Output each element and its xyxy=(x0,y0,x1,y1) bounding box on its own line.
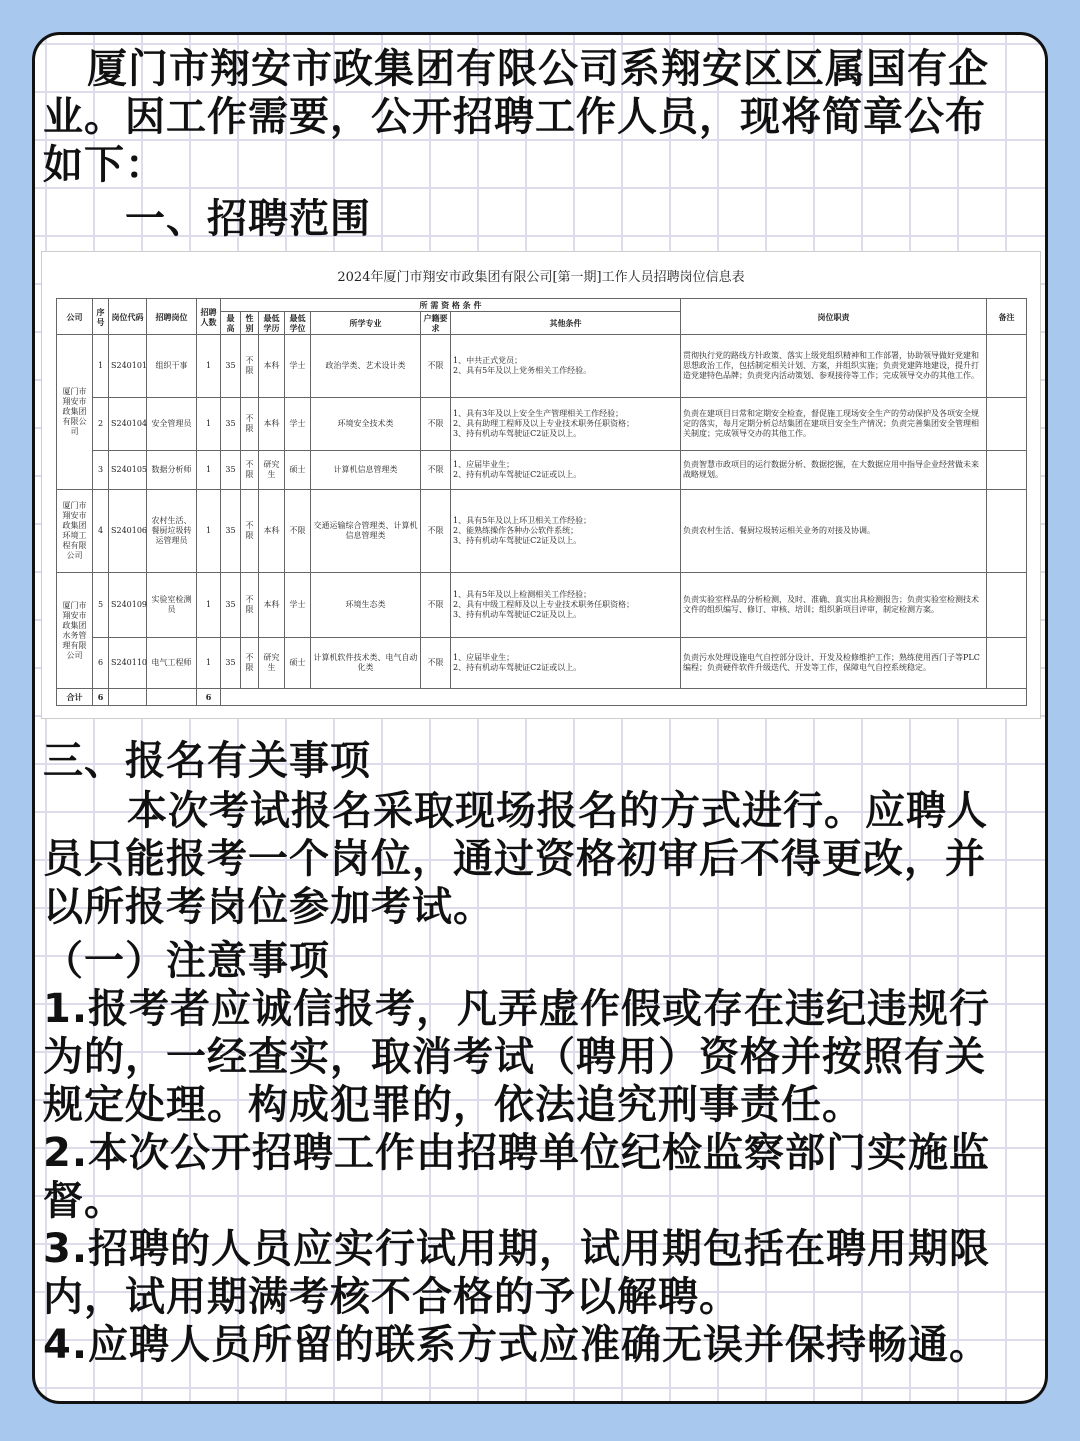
edu-cell: 本科 xyxy=(259,573,285,638)
remark-cell xyxy=(987,490,1027,573)
remark-cell xyxy=(987,573,1027,638)
edu-cell: 本科 xyxy=(259,398,285,451)
post-cell: 安全管理员 xyxy=(147,398,197,451)
note-1-line-3: 规定处理。构成犯罪的，依法追究刑事责任。 xyxy=(43,1082,863,1128)
para-line-2: 员只能报考一个岗位，通过资格初审后不得更改，并 xyxy=(43,836,986,882)
hukou-cell: 不限 xyxy=(421,398,451,451)
count-cell: 1 xyxy=(197,451,221,490)
table-header-row xyxy=(57,299,1027,312)
major-cell: 计算机软件技术类、电气自动化类 xyxy=(311,638,421,689)
th-remark: 备注 xyxy=(987,299,1027,335)
intro-line-1: 厦门市翔安市政集团有限公司系翔安区区属国有企 xyxy=(87,46,989,92)
th-requirements: 所 需 资 格 条 件 xyxy=(221,299,681,312)
duty-cell: 负责智慧市政项目的运行数据分析、数据挖掘，在大数据应用中指导企业经营做未来战略规划。 xyxy=(681,451,987,490)
post-cell: 实验室检测员 xyxy=(147,573,197,638)
other-cell: 1、应届毕业生； 2、持有机动车驾驶证C2证或以上。 xyxy=(451,451,681,490)
note-3-line-2: 内，试用期满考核不合格的予以解聘。 xyxy=(43,1274,740,1320)
age-cell: 35 xyxy=(221,451,241,490)
degree-cell: 硕士 xyxy=(285,451,311,490)
major-cell: 计算机信息管理类 xyxy=(311,451,421,490)
total-count: 6 xyxy=(197,689,221,706)
table-title: 2024年厦门市翔安市政集团有限公司[第一期]工作人员招聘岗位信息表 xyxy=(337,270,745,285)
major-cell: 政治学类、艺术设计类 xyxy=(311,335,421,398)
duty-cell: 贯彻执行党的路线方针政策、落实上级党组织精神和工作部署，协助领导做好党建和思想政治工作，包括制定相关计划、方案，并组织实施；负责党建阵地建设，提升打造党建特色品牌；负责党内活动策划、参观接待等工作；完成领导交办的其他工作。 xyxy=(681,335,987,398)
duty-cell: 负责污水处理设施电气自控部分设计、开发及检修维护工作；熟练使用西门子等PLC编程；负责硬件软件升级迭代、开发等工作，保障电气自控系统稳定。 xyxy=(681,638,987,689)
post-cell: 组织干事 xyxy=(147,335,197,398)
note-1-line-1: 1.报考者应诚信报考，凡弄虚作假或存在违纪违规行 xyxy=(43,986,991,1032)
hukou-cell: 不限 xyxy=(421,335,451,398)
other-cell: 1、具有3年及以上安全生产管理相关工作经验； 2、具有助理工程师及以上专业技术职务任职资格； 3、持有机动车驾驶证C2证及以上。 xyxy=(451,398,681,451)
intro-paragraph xyxy=(43,45,1035,189)
gender-cell: 不限 xyxy=(241,638,259,689)
code-cell: S240101 xyxy=(109,335,147,398)
edu-cell: 本科 xyxy=(259,335,285,398)
notice-card xyxy=(32,32,1048,1404)
age-cell: 35 xyxy=(221,335,241,398)
registration-paragraph xyxy=(43,787,1035,931)
seq-cell: 5 xyxy=(93,573,109,638)
other-cell: 1、具有5年及以上环卫相关工作经验； 2、能熟练操作各种办公软件系统； 3、持有机动车驾驶证C2证及以上。 xyxy=(451,490,681,573)
note-2-line-1: 2.本次公开招聘工作由招聘单位纪检监察部门实施监 xyxy=(43,1130,991,1176)
count-cell: 1 xyxy=(197,573,221,638)
other-cell: 1、具有5年及以上检测相关工作经验； 2、具有中级工程师及以上专业技术职务任职资格； 3、持有机动车驾驶证C2证及以上。 xyxy=(451,573,681,638)
section-heading-registration: 三、报名有关事项 xyxy=(43,738,371,784)
count-cell: 1 xyxy=(197,490,221,573)
table-row xyxy=(57,638,1027,689)
age-cell: 35 xyxy=(221,573,241,638)
para-line-1: 本次考试报名采取现场报名的方式进行。应聘人 xyxy=(127,788,988,834)
note-1-line-2: 为的，一经查实，取消考试（聘用）资格并按照有关 xyxy=(43,1034,986,1080)
hukou-cell: 不限 xyxy=(421,573,451,638)
seq-cell: 3 xyxy=(93,451,109,490)
gender-cell: 不限 xyxy=(241,398,259,451)
code-cell: S240104 xyxy=(109,398,147,451)
degree-cell: 学士 xyxy=(285,573,311,638)
remark-cell xyxy=(987,335,1027,398)
duty-cell: 负责在建项目日常和定期安全检查，督促施工现场安全生产的劳动保护及各项安全规定的落实，每月定期分析总结集团在建项目安全生产情况；负责完善集团安全管理相关制度；完成领导交办的其他工作。 xyxy=(681,398,987,451)
section-heading-scope: 一、招聘范围 xyxy=(125,196,371,242)
remark-cell xyxy=(987,398,1027,451)
code-cell: S240106 xyxy=(109,490,147,573)
remark-cell xyxy=(987,451,1027,490)
degree-cell: 硕士 xyxy=(285,638,311,689)
total-seq: 6 xyxy=(93,689,109,706)
th-hukou: 户籍要求 xyxy=(421,312,451,335)
table-row xyxy=(57,451,1027,490)
note-3-line-1: 3.招聘的人员应实行试用期，试用期包括在聘用期限 xyxy=(43,1226,991,1272)
th-edu: 最低学历 xyxy=(259,312,285,335)
table-row xyxy=(57,335,1027,398)
total-label: 合计 xyxy=(57,689,93,706)
count-cell: 1 xyxy=(197,335,221,398)
degree-cell: 学士 xyxy=(285,335,311,398)
para-line-3: 以所报考岗位参加考试。 xyxy=(43,884,494,930)
post-cell: 电气工程师 xyxy=(147,638,197,689)
th-company: 公司 xyxy=(57,299,93,335)
gender-cell: 不限 xyxy=(241,335,259,398)
th-post: 招聘岗位 xyxy=(147,299,197,335)
age-cell: 35 xyxy=(221,638,241,689)
notes-heading: （一）注意事项 xyxy=(43,938,330,984)
th-degree: 最低学位 xyxy=(285,312,311,335)
seq-cell: 6 xyxy=(93,638,109,689)
intro-line-3: 如下： xyxy=(43,142,166,188)
hukou-cell: 不限 xyxy=(421,451,451,490)
other-cell: 1、中共正式党员； 2、具有5年及以上党务相关工作经验。 xyxy=(451,335,681,398)
major-cell: 交通运输综合管理类、计算机信息管理类 xyxy=(311,490,421,573)
table-row xyxy=(57,490,1027,573)
count-cell: 1 xyxy=(197,638,221,689)
th-code: 岗位代码 xyxy=(109,299,147,335)
gender-cell: 不限 xyxy=(241,573,259,638)
notes-section xyxy=(43,937,1035,1369)
th-count: 招聘人数 xyxy=(197,299,221,335)
th-major: 所学专业 xyxy=(311,312,421,335)
job-table-image xyxy=(41,251,1041,719)
post-cell: 数据分析师 xyxy=(147,451,197,490)
note-2-line-2: 督。 xyxy=(43,1178,125,1224)
edu-cell: 研究生 xyxy=(259,638,285,689)
th-seq: 序号 xyxy=(93,299,109,335)
major-cell: 环境安全技术类 xyxy=(311,398,421,451)
hukou-cell: 不限 xyxy=(421,490,451,573)
seq-cell: 1 xyxy=(93,335,109,398)
empty-cell xyxy=(147,689,197,706)
gender-cell: 不限 xyxy=(241,490,259,573)
empty-cell xyxy=(109,689,147,706)
table-row xyxy=(57,398,1027,451)
count-cell: 1 xyxy=(197,398,221,451)
note-4: 4.应聘人员所留的联系方式应准确无误并保持畅通。 xyxy=(43,1322,991,1368)
company-cell: 厦门市翔安市政集团有限公司 xyxy=(57,335,93,490)
empty-cell xyxy=(221,689,1027,706)
company-cell: 厦门市翔安市政集团水务管理有限公司 xyxy=(57,573,93,689)
duty-cell: 负责实验室样品的分析检测，及时、准确、真实出具检测报告；负责实验室检测技术文件的组织编写、修订、审核、培训；组织新项目评审，制定检测方案。 xyxy=(681,573,987,638)
major-cell: 环境生态类 xyxy=(311,573,421,638)
th-gender: 性别 xyxy=(241,312,259,335)
th-age: 最高 xyxy=(221,312,241,335)
job-table xyxy=(56,298,1027,706)
edu-cell: 本科 xyxy=(259,490,285,573)
th-other: 其他条件 xyxy=(451,312,681,335)
intro-line-2: 业。因工作需要，公开招聘工作人员，现将简章公布 xyxy=(43,94,986,140)
age-cell: 35 xyxy=(221,398,241,451)
degree-cell: 不限 xyxy=(285,490,311,573)
company-cell: 厦门市翔安市政集团环境工程有限公司 xyxy=(57,490,93,573)
other-cell: 1、应届毕业生； 2、持有机动车驾驶证C2证或以上。 xyxy=(451,638,681,689)
th-duty: 岗位职责 xyxy=(681,299,987,335)
duty-cell: 负责农村生活、餐厨垃圾转运相关业务的对接及协调。 xyxy=(681,490,987,573)
remark-cell xyxy=(987,638,1027,689)
table-row xyxy=(57,573,1027,638)
hukou-cell: 不限 xyxy=(421,638,451,689)
edu-cell: 研究生 xyxy=(259,451,285,490)
seq-cell: 2 xyxy=(93,398,109,451)
table-total-row xyxy=(57,689,1027,706)
post-cell: 农村生活、餐厨垃圾转运管理员 xyxy=(147,490,197,573)
code-cell: S240105 xyxy=(109,451,147,490)
code-cell: S240110 xyxy=(109,638,147,689)
gender-cell: 不限 xyxy=(241,451,259,490)
age-cell: 35 xyxy=(221,490,241,573)
degree-cell: 学士 xyxy=(285,398,311,451)
code-cell: S240109 xyxy=(109,573,147,638)
seq-cell: 4 xyxy=(93,490,109,573)
